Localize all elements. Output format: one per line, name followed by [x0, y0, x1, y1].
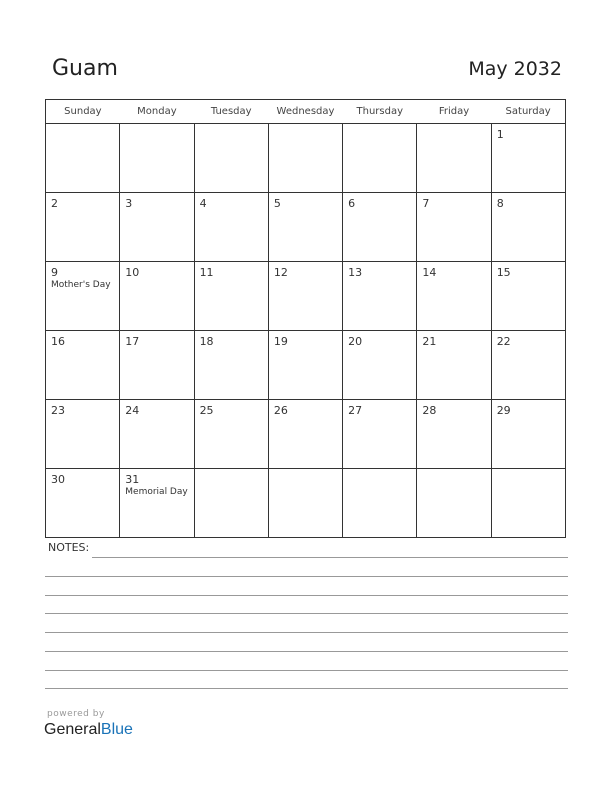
- day-number: 25: [199, 404, 214, 417]
- brand-blue: Blue: [100, 721, 133, 738]
- calendar-day-cell: [120, 469, 194, 538]
- note-line: [45, 688, 568, 689]
- weekday-header: Tuesday: [194, 100, 268, 124]
- weekday-header: Thursday: [343, 100, 417, 124]
- calendar-title: Guam: [52, 56, 118, 81]
- calendar-day-cell: [268, 400, 342, 469]
- note-line: [45, 632, 568, 633]
- day-number: 14: [422, 266, 437, 279]
- day-number: 6: [348, 197, 356, 210]
- calendar-day-cell: [46, 469, 120, 538]
- calendar-day-cell: [46, 124, 120, 193]
- note-line: [45, 595, 568, 596]
- day-number: 9: [51, 266, 58, 279]
- calendar-week-row: [46, 469, 566, 538]
- calendar-day-cell: [194, 193, 268, 262]
- calendar-day-cell: [194, 469, 268, 538]
- calendar-day-cell: [417, 331, 491, 400]
- calendar-day-cell: [268, 469, 342, 538]
- calendar-day-cell: [417, 400, 491, 469]
- note-line: [45, 576, 568, 577]
- calendar-day-cell: [417, 262, 491, 331]
- weekday-header: Friday: [417, 100, 491, 124]
- calendar-day-cell: [120, 124, 194, 193]
- calendar-day-cell: [120, 331, 194, 400]
- calendar-day-cell: [343, 331, 417, 400]
- calendar-day-cell: [417, 193, 491, 262]
- day-number: 7: [422, 197, 430, 210]
- weekday-header-row: [46, 100, 566, 124]
- generalblue-logo[interactable]: [44, 721, 133, 739]
- calendar-day-cell: [46, 331, 120, 400]
- calendar-day-cell: [268, 262, 342, 331]
- calendar-week-row: [46, 400, 566, 469]
- day-number: 18: [199, 335, 214, 348]
- note-line: [45, 651, 568, 652]
- day-number: 1: [496, 128, 504, 141]
- calendar-day-cell: [343, 193, 417, 262]
- day-number: 16: [51, 335, 65, 348]
- calendar-day-cell: [491, 193, 565, 262]
- day-number: 20: [348, 335, 363, 348]
- day-number: 31: [125, 473, 140, 486]
- day-number: 28: [422, 404, 437, 417]
- day-number: 30: [51, 473, 65, 486]
- note-line: [45, 670, 568, 671]
- holiday-label: Mother's Day: [51, 280, 111, 290]
- holiday-label: Memorial Day: [125, 487, 188, 497]
- day-number: 17: [125, 335, 140, 348]
- calendar-day-cell: [120, 262, 194, 331]
- day-number: 8: [496, 197, 504, 210]
- day-number: 5: [273, 197, 281, 210]
- weekday-header: Wednesday: [268, 100, 342, 124]
- calendar-week-row: [46, 124, 566, 193]
- day-number: 15: [496, 266, 511, 279]
- calendar-day-cell: [491, 124, 565, 193]
- calendar-day-cell: [46, 400, 120, 469]
- day-number: 2: [51, 197, 58, 210]
- calendar-day-cell: [268, 124, 342, 193]
- calendar-week-row: [46, 331, 566, 400]
- day-number: 29: [496, 404, 511, 417]
- calendar-day-cell: [417, 469, 491, 538]
- powered-by-text: powered by: [47, 709, 105, 719]
- day-number: 26: [273, 404, 288, 417]
- day-number: 3: [125, 197, 133, 210]
- day-number: 13: [348, 266, 363, 279]
- day-number: 24: [125, 404, 140, 417]
- calendar-day-cell: [491, 331, 565, 400]
- day-number: 22: [496, 335, 511, 348]
- day-number: 23: [51, 404, 65, 417]
- month-year-label: May 2032: [468, 58, 562, 80]
- calendar-day-cell: [268, 193, 342, 262]
- calendar-day-cell: [194, 400, 268, 469]
- day-number: 27: [348, 404, 363, 417]
- day-number: 12: [273, 266, 288, 279]
- calendar-day-cell: [491, 469, 565, 538]
- calendar-day-cell: [343, 469, 417, 538]
- calendar-week-row: [46, 262, 566, 331]
- calendar-day-cell: [46, 262, 120, 331]
- day-number: 19: [273, 335, 288, 348]
- calendar-day-cell: [120, 193, 194, 262]
- day-number: 21: [422, 335, 437, 348]
- calendar-day-cell: [46, 193, 120, 262]
- calendar-day-cell: [268, 331, 342, 400]
- day-number: 11: [199, 266, 214, 279]
- day-number: 10: [125, 266, 140, 279]
- calendar-grid: [45, 99, 566, 538]
- weekday-header: Sunday: [46, 100, 120, 124]
- calendar-day-cell: [194, 331, 268, 400]
- weekday-header: Saturday: [491, 100, 565, 124]
- calendar-day-cell: [491, 400, 565, 469]
- note-line: [92, 557, 568, 558]
- notes-label: NOTES:: [48, 541, 90, 554]
- calendar-day-cell: [194, 124, 268, 193]
- brand-general: General: [44, 721, 101, 738]
- calendar-day-cell: [343, 124, 417, 193]
- calendar-day-cell: [343, 262, 417, 331]
- weekday-header: Monday: [120, 100, 194, 124]
- calendar-day-cell: [491, 262, 565, 331]
- note-line: [45, 613, 568, 614]
- calendar-week-row: [46, 193, 566, 262]
- calendar-day-cell: [120, 400, 194, 469]
- day-number: 4: [199, 197, 207, 210]
- calendar-day-cell: [343, 400, 417, 469]
- calendar-day-cell: [194, 262, 268, 331]
- calendar-day-cell: [417, 124, 491, 193]
